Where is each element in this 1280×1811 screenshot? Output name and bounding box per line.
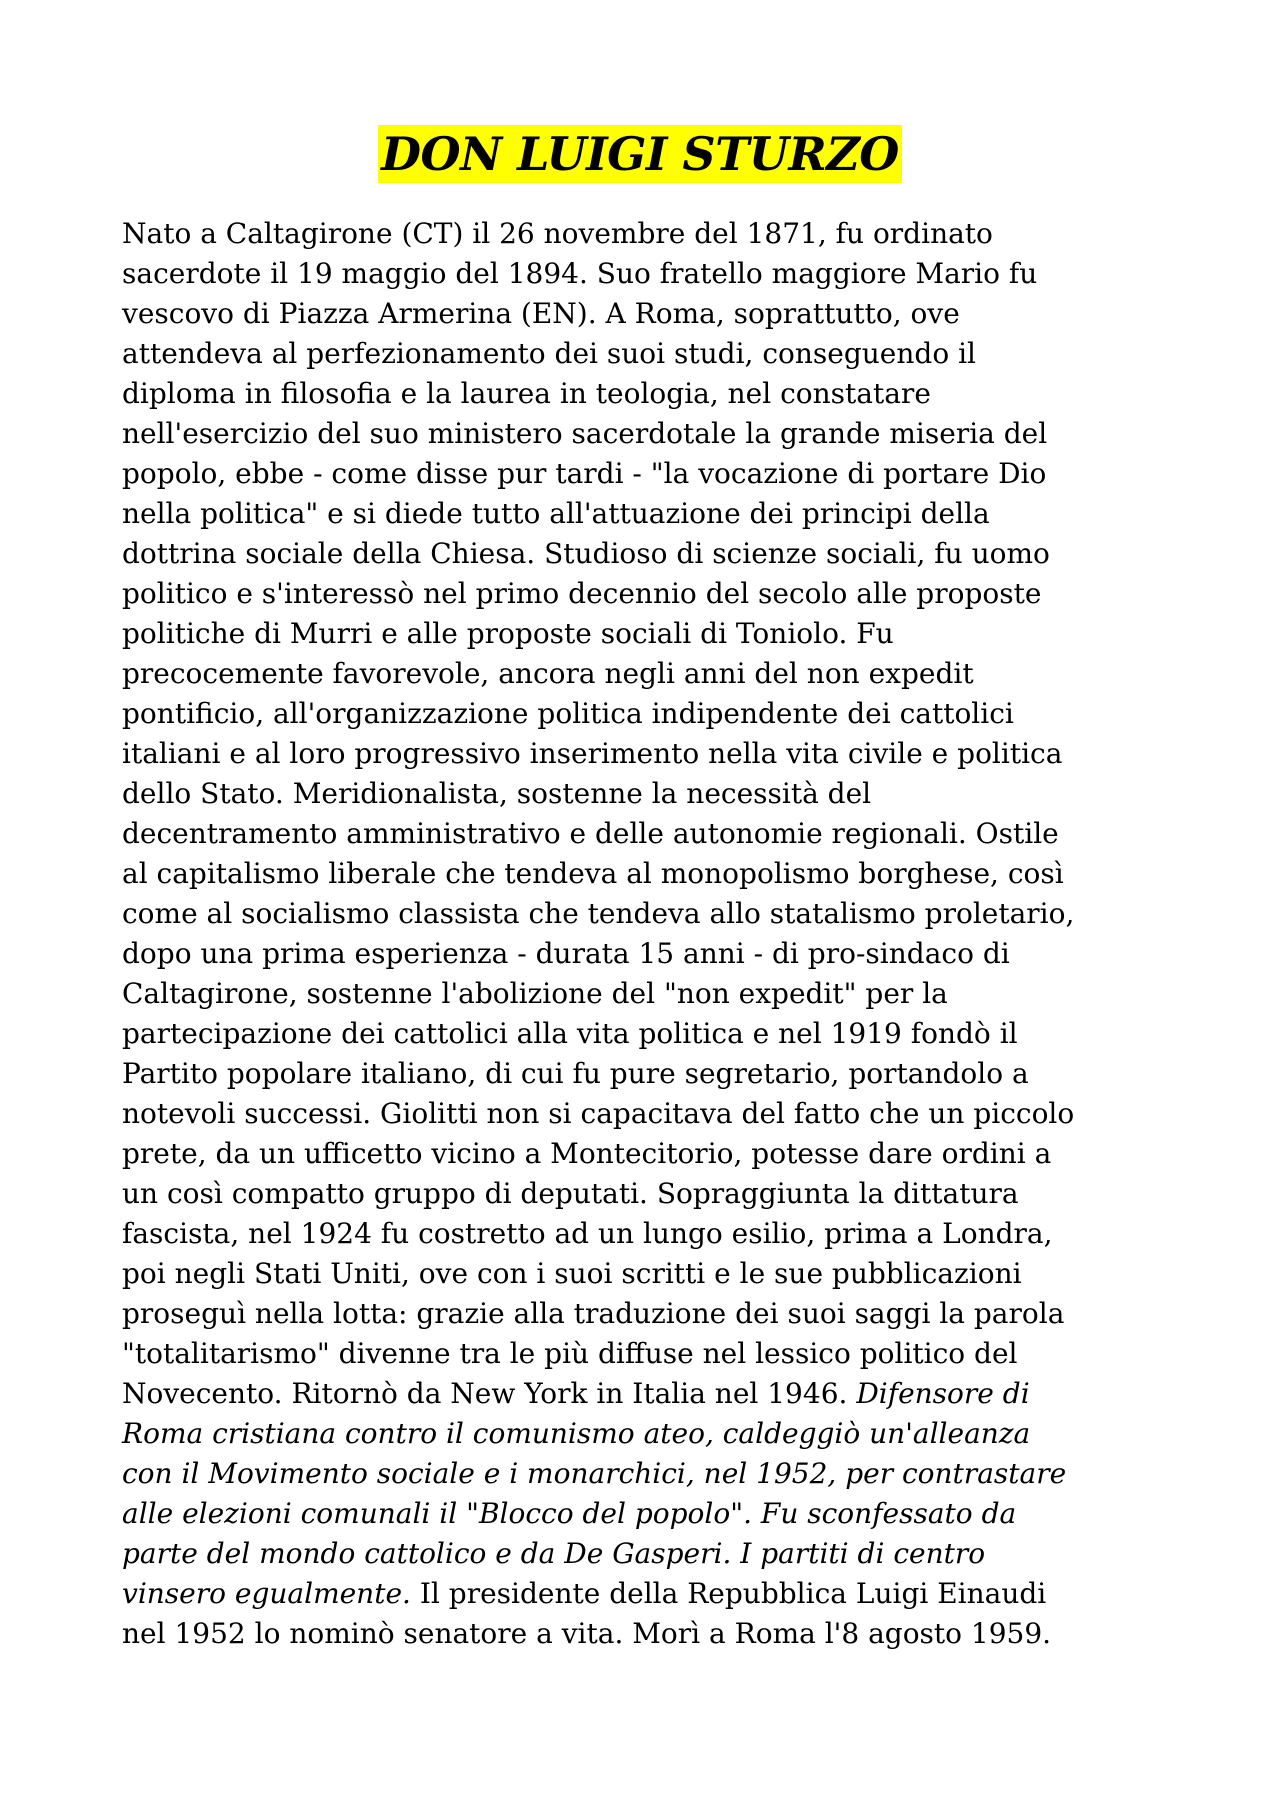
body-line bbox=[122, 574, 1162, 614]
body-line bbox=[122, 1374, 1162, 1414]
text-segment: precocemente favorevole, ancora negli anni del non expedit bbox=[122, 657, 974, 690]
text-segment: proseguì nella lotta: grazie alla traduzione dei suoi saggi la parola bbox=[122, 1297, 1065, 1330]
title-container bbox=[0, 125, 1280, 183]
text-segment: popolo, ebbe - come disse pur tardi - "la vocazione di portare Dio bbox=[122, 457, 1047, 490]
text-segment: vescovo di Piazza Armerina (EN). A Roma, soprattutto, ove bbox=[122, 297, 960, 330]
body-line bbox=[122, 494, 1162, 534]
body-line bbox=[122, 654, 1162, 694]
body-line bbox=[122, 214, 1162, 254]
text-segment: diploma in filosofia e la laurea in teologia, nel constatare bbox=[122, 377, 931, 410]
text-segment: politiche di Murri e alle proposte sociali di Toniolo. Fu bbox=[122, 617, 894, 650]
text-segment: fascista, nel 1924 fu costretto ad un lungo esilio, prima a Londra, bbox=[122, 1217, 1053, 1250]
body-line bbox=[122, 614, 1162, 654]
text-segment: al capitalismo liberale che tendeva al monopolismo borghese, così bbox=[122, 857, 1064, 890]
text-segment: dello Stato. Meridionalista, sostenne la necessità del bbox=[122, 777, 872, 810]
text-segment: nel 1952 lo nominò senatore a vita. Morì a Roma l'8 agosto 1959. bbox=[122, 1617, 1052, 1650]
text-segment: poi negli Stati Uniti, ove con i suoi scritti e le sue pubblicazioni bbox=[122, 1257, 1022, 1290]
text-segment: nella politica" e si diede tutto all'attuazione dei principi della bbox=[122, 497, 990, 530]
italic-text-segment: Difensore di bbox=[856, 1377, 1030, 1410]
text-segment: Partito popolare italiano, di cui fu pure segretario, portandolo a bbox=[122, 1057, 1029, 1090]
text-segment: "totalitarismo" divenne tra le più diffuse nel lessico politico del bbox=[122, 1337, 1018, 1370]
body-line bbox=[122, 334, 1162, 374]
text-segment: come al socialismo classista che tendeva allo statalismo proletario, bbox=[122, 897, 1075, 930]
body-line bbox=[122, 1414, 1162, 1454]
text-segment: Nato a Caltagirone (CT) il 26 novembre del 1871, fu ordinato bbox=[122, 217, 993, 250]
italic-text-segment: con il Movimento sociale e i monarchici, nel 1952, per contrastare bbox=[122, 1457, 1067, 1490]
text-segment: sacerdote il 19 maggio del 1894. Suo fratello maggiore Mario fu bbox=[122, 257, 1038, 290]
body-line bbox=[122, 1254, 1162, 1294]
italic-text-segment: alle elezioni comunali il "Blocco del popolo". Fu sconfessato da bbox=[122, 1497, 1017, 1530]
body-line bbox=[122, 1614, 1162, 1654]
body-line bbox=[122, 534, 1162, 574]
body-line bbox=[122, 694, 1162, 734]
text-segment: Novecento. Ritornò da New York in Italia nel 1946. bbox=[122, 1377, 857, 1410]
italic-text-segment: vinsero egualmente. bbox=[122, 1577, 411, 1610]
body-line bbox=[122, 294, 1162, 334]
body-line bbox=[122, 1574, 1162, 1614]
text-segment: prete, da un ufficetto vicino a Montecitorio, potesse dare ordini a bbox=[122, 1137, 1052, 1170]
document-title: DON LUIGI STURZO bbox=[378, 125, 902, 183]
text-segment: pontificio, all'organizzazione politica indipendente dei cattolici bbox=[122, 697, 1014, 730]
body-line bbox=[122, 734, 1162, 774]
body-line bbox=[122, 1534, 1162, 1574]
text-segment: politico e s'interessò nel primo decennio del secolo alle proposte bbox=[122, 577, 1042, 610]
body-line bbox=[122, 1214, 1162, 1254]
text-segment: un così compatto gruppo di deputati. Sopraggiunta la dittatura bbox=[122, 1177, 1019, 1210]
body-line bbox=[122, 854, 1162, 894]
body-line bbox=[122, 1334, 1162, 1374]
italic-text-segment: parte del mondo cattolico e da De Gasperi. I partiti di centro bbox=[122, 1537, 986, 1570]
body-line bbox=[122, 1054, 1162, 1094]
body-line bbox=[122, 1134, 1162, 1174]
body-line bbox=[122, 1494, 1162, 1534]
text-segment: dopo una prima esperienza - durata 15 anni - di pro-sindaco di bbox=[122, 937, 1010, 970]
text-segment: dottrina sociale della Chiesa. Studioso di scienze sociali, fu uomo bbox=[122, 537, 1050, 570]
text-segment: attendeva al perfezionamento dei suoi studi, conseguendo il bbox=[122, 337, 976, 370]
body-line bbox=[122, 774, 1162, 814]
body-line bbox=[122, 1294, 1162, 1334]
text-segment: decentramento amministrativo e delle autonomie regionali. Ostile bbox=[122, 817, 1059, 850]
body-line bbox=[122, 374, 1162, 414]
body-line bbox=[122, 1094, 1162, 1134]
body-line bbox=[122, 1014, 1162, 1054]
text-segment: nell'esercizio del suo ministero sacerdotale la grande miseria del bbox=[122, 417, 1048, 450]
body-line bbox=[122, 414, 1162, 454]
body-line bbox=[122, 934, 1162, 974]
text-segment: partecipazione dei cattolici alla vita politica e nel 1919 fondò il bbox=[122, 1017, 1018, 1050]
body-line bbox=[122, 894, 1162, 934]
text-segment: Caltagirone, sostenne l'abolizione del "non expedit" per la bbox=[122, 977, 948, 1010]
body-line bbox=[122, 1454, 1162, 1494]
body-line bbox=[122, 254, 1162, 294]
text-segment: italiani e al loro progressivo inserimento nella vita civile e politica bbox=[122, 737, 1063, 770]
body-line bbox=[122, 1174, 1162, 1214]
body-line bbox=[122, 974, 1162, 1014]
text-segment: notevoli successi. Giolitti non si capacitava del fatto che un piccolo bbox=[122, 1097, 1075, 1130]
italic-text-segment: Roma cristiana contro il comunismo ateo, caldeggiò un'alleanza bbox=[122, 1417, 1031, 1450]
text-segment: Il presidente della Repubblica Luigi Einaudi bbox=[410, 1577, 1047, 1610]
body-line bbox=[122, 454, 1162, 494]
body-line bbox=[122, 814, 1162, 854]
document-body bbox=[122, 214, 1162, 1654]
